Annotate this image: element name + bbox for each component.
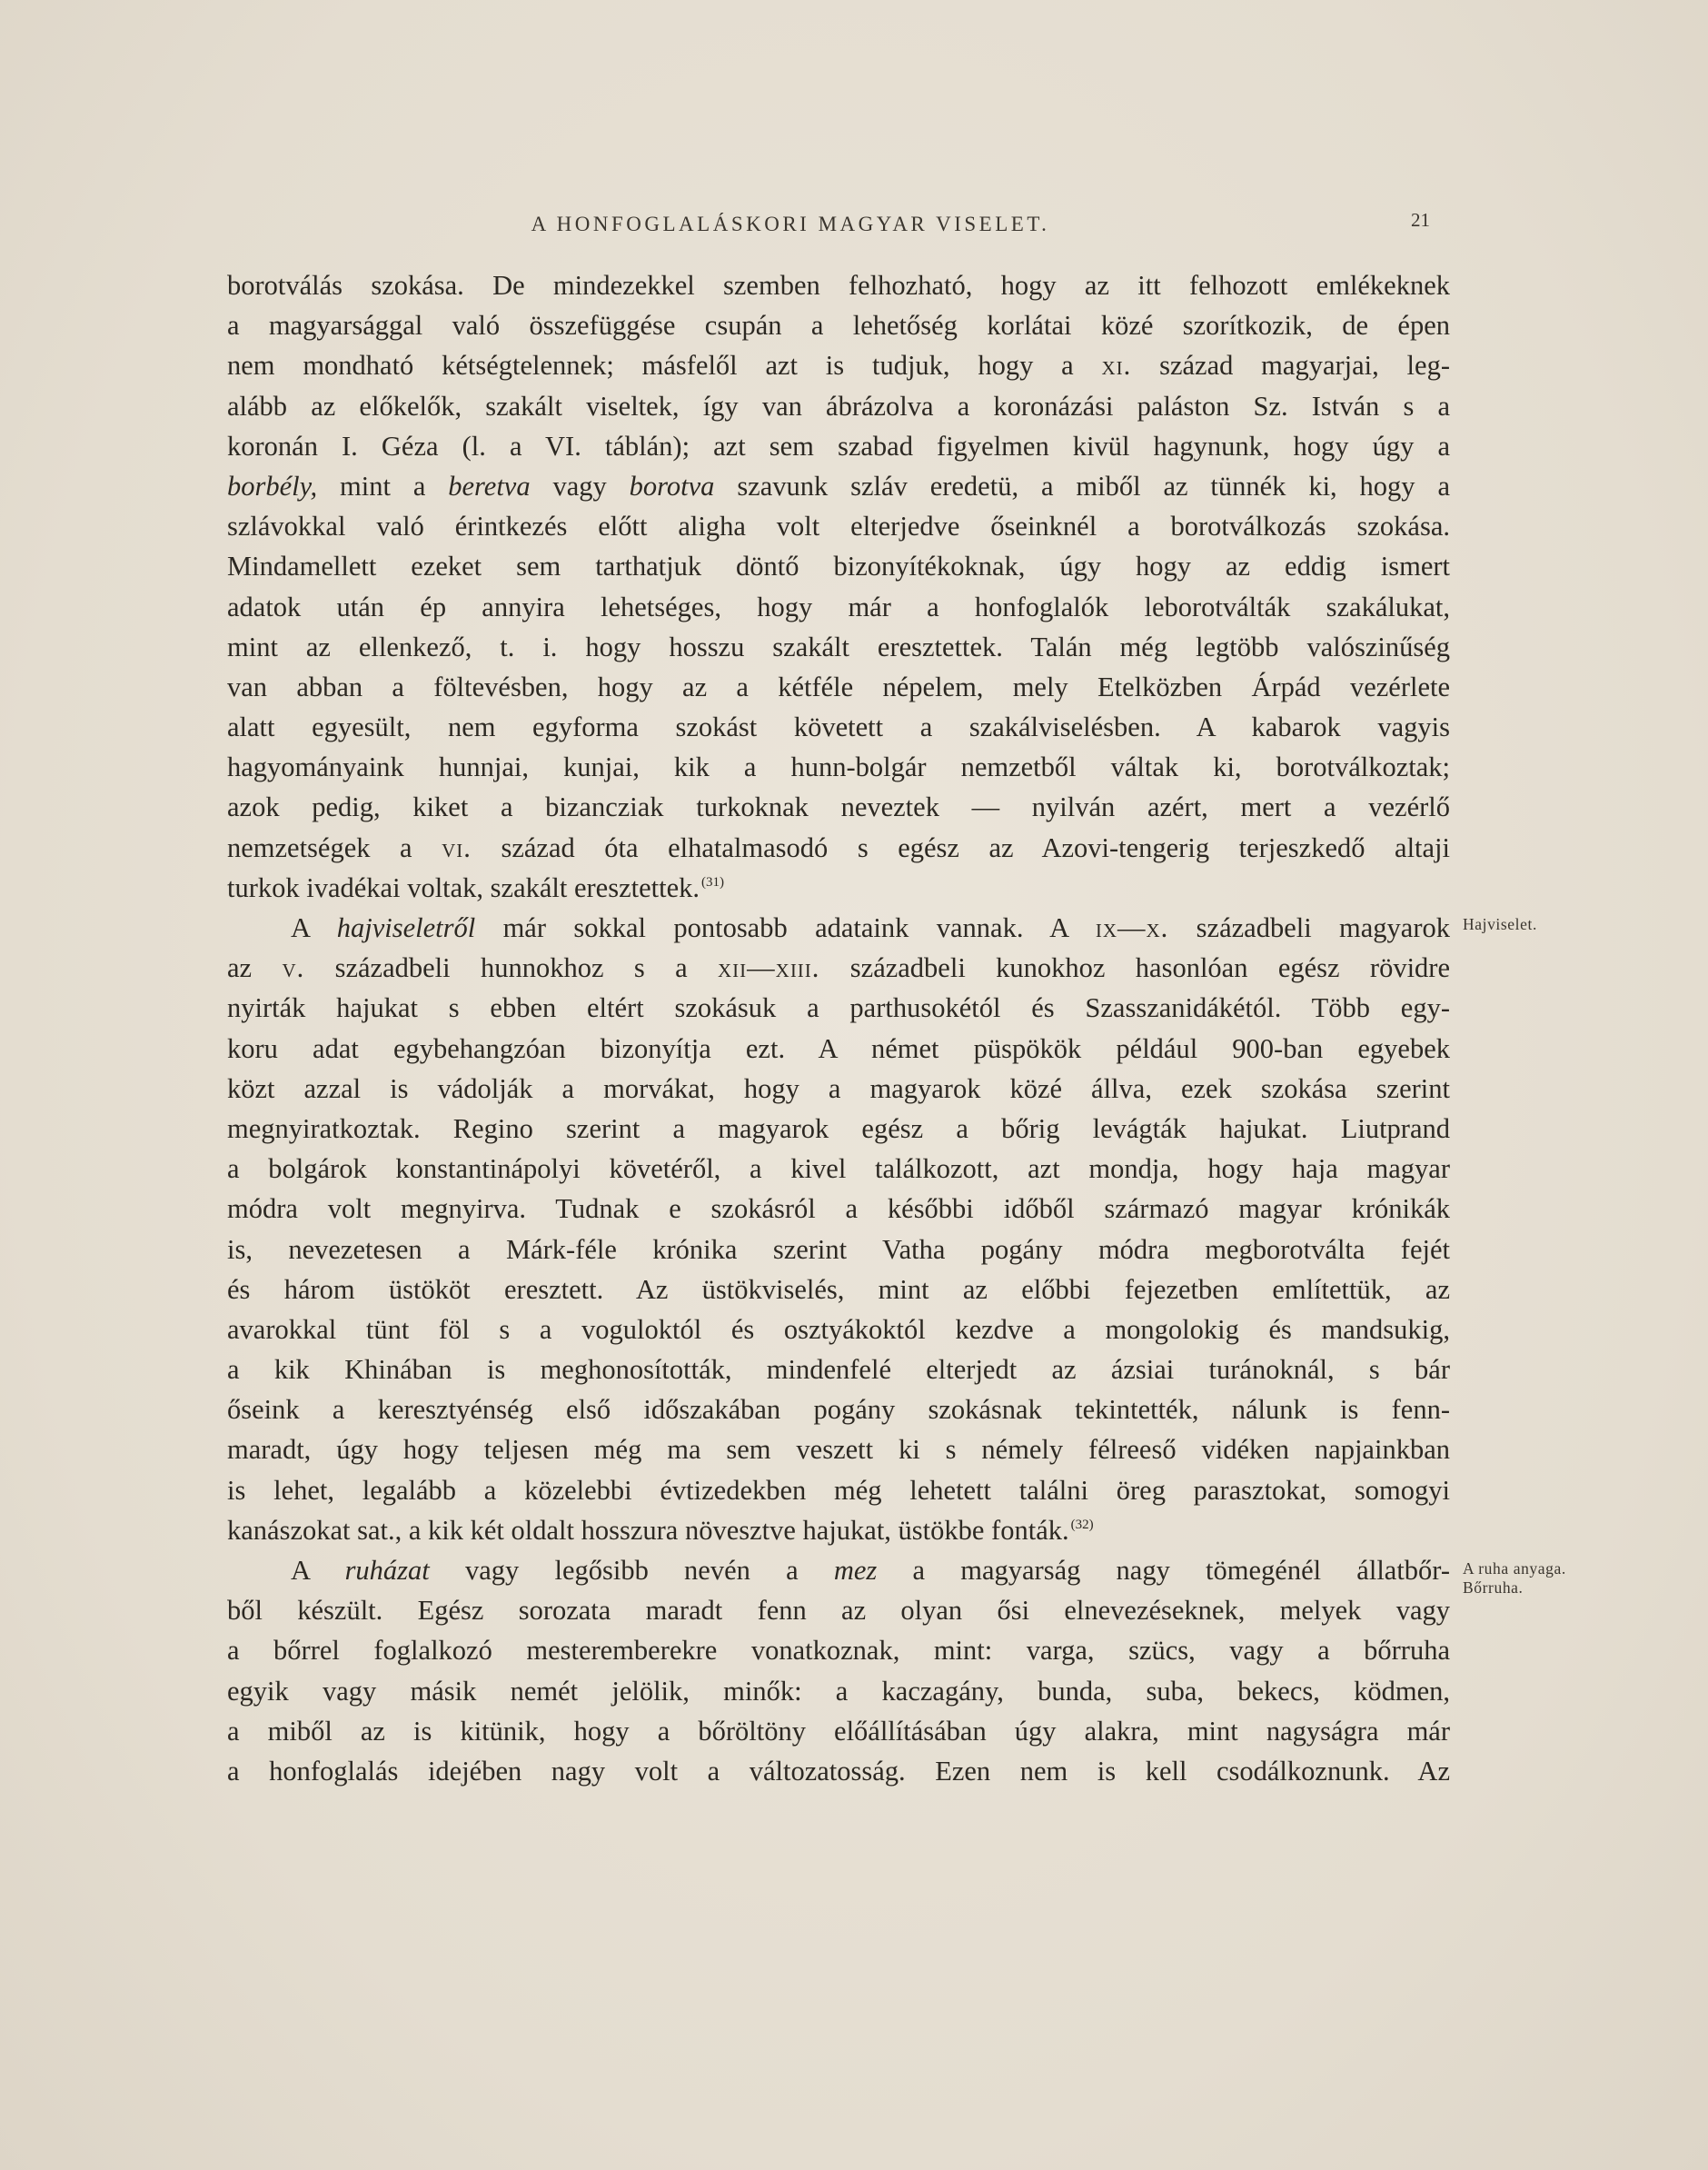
text-line: közt azzal is vádolják a morvákat, hogy a magyarok közé állva, ezek szokása szerint [227,1072,1450,1104]
text-line: ből készült. Egész sorozata maradt fenn az olyan ősi elnevezéseknek, melyek vagy [227,1595,1450,1627]
running-title: A HONFOGLALÁSKORI MAGYAR VISELET. [531,213,1050,235]
margin-note-text: Hajviselet. [1463,915,1537,933]
italic-term: beretva [448,470,531,502]
text-line: mint az ellenkező, t. i. hogy hosszu szakált eresztettek. Talán még legtöbb valószinűség [227,631,1450,662]
small-caps-run: ix—x. [1095,912,1169,943]
text-run: vagy legősibb nevén a [429,1555,834,1586]
italic-term: mez [833,1555,878,1586]
text-line: is lehet, legalább a közelebbi évtizedekben még lehetett találni öreg parasztokat, somogyi [227,1474,1450,1506]
page-number: 21 [1411,209,1430,231]
running-head [227,209,1435,245]
text-line: van abban a föltevésben, hogy az a kétféle népelem, mely Etelközben Árpád vezérlete [227,671,1450,702]
margin-note-ruha [1463,1559,1566,1598]
text-line: egyik vagy másik nemét jelölik, minők: a kaczagány, bunda, suba, bekecs, ködmen, [227,1675,1450,1707]
text-line: megnyiratkoztak. Regino szerint a magyarok egész a bőrig levágták hajukat. Liutprand [227,1112,1450,1144]
small-caps-run: xii—xiii. [718,952,820,984]
text-line: koronán I. Géza (l. a VI. táblán); azt sem szabad figyelmen kivül hagynunk, hogy úgy a [227,430,1450,462]
text-line: a kik Khinában is meghonosították, mindenfelé elterjedt az ázsiai turánoknál, s bár [227,1354,1450,1386]
text-line: a honfoglalás idejében nagy volt a változatosság. Ezen nem is kell csodálkoznunk. Az [227,1755,1450,1787]
text-run: nemzetségek a [227,831,442,863]
text-line [227,908,1450,948]
text-run: vagy [530,470,630,502]
text-line [227,466,1450,506]
text-line: a magyarsággal való összefüggése csupán a lehetőség korlátai közé szorítkozik, de épen [227,310,1450,342]
text-line: a miből az is kitünik, hogy a bőröltöny előállításában úgy alakra, mint nagyságra már [227,1715,1450,1747]
text-run: századbeli magyarok [1168,912,1450,943]
text-run: század magyarjai, leg- [1131,350,1450,382]
text-line [227,948,1450,988]
text-line [227,1550,1450,1590]
footnote-ref: (31) [701,874,724,890]
margin-note-text: Bőrruha. [1463,1578,1524,1597]
text-line: borotválás szokása. De mindezekkel szemben felhozható, hogy az itt felhozott emlékeknek [227,270,1450,301]
text-line [227,345,1450,385]
text-line: alább az előkelők, szakált viseltek, így van ábrázolva a koronázási paláston Sz. István s a [227,390,1450,422]
text-run: az [227,952,283,984]
small-caps-run: v. [282,952,305,984]
text-line: a bolgárok konstantinápolyi követéről, a kivel találkozott, azt mondja, hogy haja magyar [227,1153,1450,1185]
text-run: a magyarság nagy tömegénél állatbőr- [877,1555,1451,1586]
italic-term: borotva [629,470,715,502]
text-run: A [291,912,337,943]
small-caps-run: xi. [1101,350,1132,382]
text-run: századbeli hunnokhoz s a [304,952,718,984]
text-run: kanászokat sat., a kik két oldalt hosszura növesztve hajukat, üstökbe fonták. [227,1514,1069,1546]
text-line: és három üstököt eresztett. Az üstökviselés, mint az előbbi fejezetben említettük, az [227,1273,1450,1305]
small-caps-run: vi. [442,831,472,863]
italic-term: borbély, [227,470,318,502]
text-run: századbeli kunokhoz hasonlóan egész rövidre [819,952,1450,984]
text-line: hagyományaink hunnjai, kunjai, kik a hunn-bolgár nemzetből váltak ki, borotválkoztak; [227,752,1450,783]
text-line: Mindamellett ezeket sem tarthatjuk döntő bizonyítékoknak, úgy hogy az eddig ismert [227,551,1450,582]
text-run: század óta elhatalmasodó s egész az Azovi-tengerig terjeszkedő altaji [471,831,1451,863]
body-text [227,265,1450,1791]
text-line: azok pedig, kiket a bizancziak turkoknak neveztek — nyilván azért, mert a vezérlő [227,791,1450,823]
text-run: turkok ivadékai voltak, szakált eresztettek. [227,871,700,903]
margin-note-text: A ruha anyaga. [1463,1559,1566,1578]
text-line: adatok után ép annyira lehetséges, hogy már a honfoglalók leborotválták szakálukat, [227,591,1450,622]
text-line: a bőrrel foglalkozó mesteremberekre vonatkoznak, mint: varga, szücs, vagy a bőrruha [227,1635,1450,1667]
footnote-ref: (32) [1070,1517,1094,1532]
text-run: mint a [317,470,449,502]
text-line: őseink a keresztyénség első időszakában pogány szokásnak tekintették, nálunk is fenn- [227,1394,1450,1426]
text-line: alatt egyesült, nem egyforma szokást követett a szakálviselésben. A kabarok vagyis [227,712,1450,743]
text-line [227,1510,1450,1550]
text-line [227,828,1450,868]
text-run: már sokkal pontosabb adataink vannak. A [475,912,1096,943]
text-line: módra volt megnyirva. Tudnak e szokásról a későbbi időből származó magyar krónikák [227,1193,1450,1225]
text-line: maradt, úgy hogy teljesen még ma sem veszett ki s némely félreeső vidéken napjainkban [227,1434,1450,1466]
italic-term: ruházat [344,1555,430,1586]
text-run: nem mondható kétségtelennek; másfelől azt is tudjuk, hogy a [227,350,1102,382]
text-line: szlávokkal való érintkezés előtt aligha volt elterjedve őseinknél a borotválkozás szokása. [227,511,1450,542]
text-line: koru adat egybehangzóan bizonyítja ezt. A német püspökök például 900-ban egyebek [227,1032,1450,1064]
margin-note-hajviselet [1463,915,1537,934]
text-run: A [291,1555,345,1586]
text-line: avarokkal tünt föl s a voguloktól és osztyákoktól kezdve a mongolokig és mandsukig, [227,1313,1450,1345]
italic-term: hajviseletről [336,912,476,943]
text-line [227,868,1450,908]
text-line: nyirták hajukat s ebben eltért szokásuk a parthusokétól és Szasszanidákétól. Több egy- [227,992,1450,1024]
text-line: is, nevezetesen a Márk-féle krónika szerint Vatha pogány módra megborotválta fejét [227,1233,1450,1265]
text-run: szavunk szláv eredetü, a miből az tünnék ki, hogy a [714,470,1450,502]
